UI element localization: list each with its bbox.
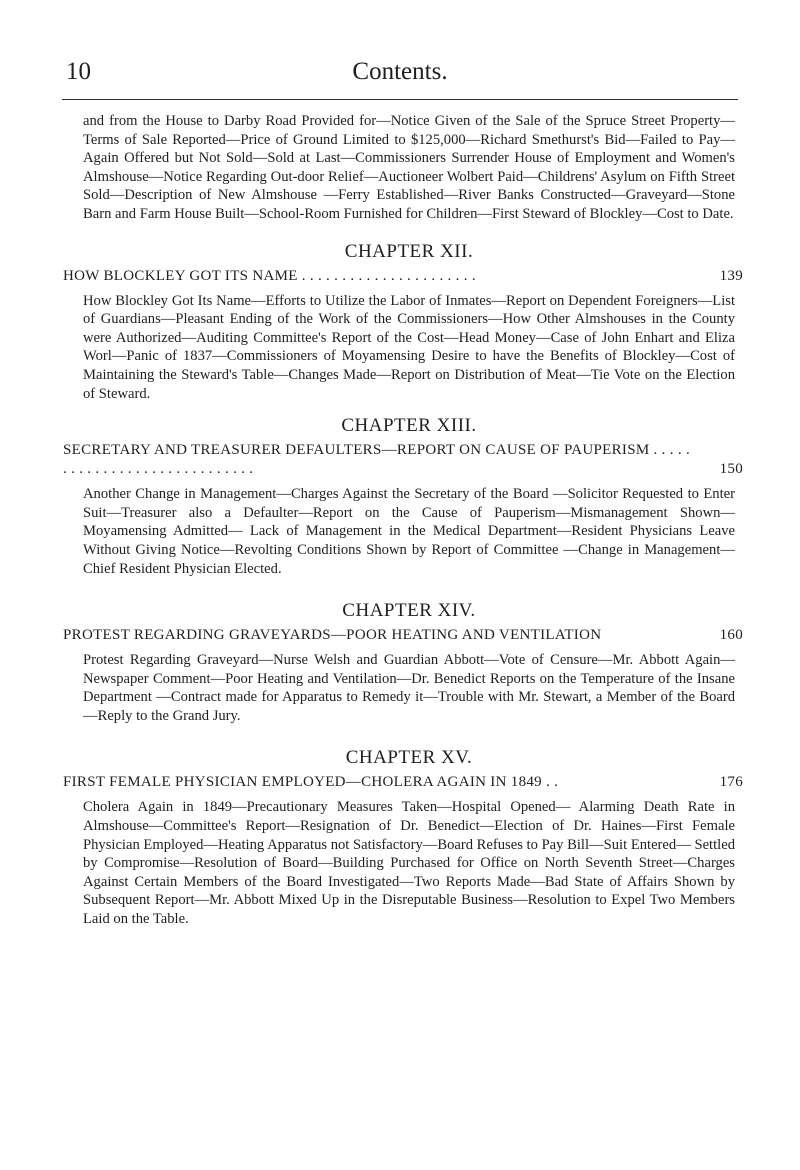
chapter-page-number: 176 [719,774,743,791]
chapter-heading: CHAPTER XV. [345,747,473,769]
chapter-summary: How Blockley Got Its Name—Efforts to Utilize the Labor of Inmates—Report on Dependent Foreigners—List of Guardians—Pleasant Ending of the Work of the Commissioners—How Other Almshouses in the County were Authorized—Auditing Committee's Report of the Cost—Head Money—Case of John Enhart and Eliza Worl—Panic of 1837—Commissioners of Moyamensing Desire to have the Benefits of Blockley—Cost of Maintaining the Steward's Table—Changes Made—Report on Distribution of Meat—Tie Vote on the Election of Steward. [83,292,735,402]
chapter-page-number: 150 [719,461,743,478]
chapter-title: FIRST FEMALE PHYSICIAN EMPLOYED—CHOLERA AGAIN IN 1849 . . [63,774,559,791]
chapter-summary: Cholera Again in 1849—Precautionary Measures Taken—Hospital Opened— Alarming Death Rate in Almshouse—Committee's Report—Resignation of Dr. Benedict—Election of Dr. Haines—First Female Physician Employed—Heating Apparatus not Satisfactory—Board Refuses to Pay Bill—Suit Entered— Settled by Compromise—Resolution of Board—Building Purchased for Office on North Seventh Street—Charges Against Certain Members of the Board Investigated—Two Reports Made—Bad State of Affairs Shown by Subsequent Report—Mr. Abbott Mixed Up in the Disreputable Business—Resolution to Expel Two Members Laid on the Table. [83,799,735,928]
running-head [0,58,800,88]
chapter-title-row [63,441,743,479]
intro-paragraph: and from the House to Darby Road Provided for—Notice Given of the Sale of the Spruce Street Property—Terms of Sale Reported—Price of Ground Limited to $125,000—Richard Smethurst's Bid—Failed to Pay—Again Offered but Not Sold—Sold at Last—Commissioners Surrender House of Employment and Women's Almshouse—Notice Regarding Out-door Relief—Auctioneer Wolbert Paid—Childrens' Asylum on Fifth Street Sold—Description of New Almshouse —Ferry Established—River Banks Constructed—Graveyard—Stone Barn and Farm House Built—School-Room Furnished for Children—First Steward of Blockley—Cost to Date. [83,113,735,222]
chapter-page-number: 160 [719,627,743,644]
chapter-summary: Protest Regarding Graveyard—Nurse Welsh and Guardian Abbott—Vote of Censure—Mr. Abbott Again—Newspaper Comment—Poor Heating and Ventilation—Dr. Benedict Reports on the Temperature of the Insane Department —Contract made for Apparatus to Remedy it—Trouble with Mr. Stewart, a Member of the Board—Reply to the Grand Jury. [83,652,735,724]
chapter-12 [63,240,743,404]
header-rule [62,99,738,100]
chapter-15 [63,747,743,928]
chapter-heading: CHAPTER XIII. [341,415,477,437]
chapter-title: PROTEST REGARDING GRAVEYARDS—POOR HEATING AND VENTILATION [63,627,602,644]
chapter-title: SECRETARY AND TREASURER DEFAULTERS—REPORT ON CAUSE OF PAUPERISM . . . . . . . . . . . . . . . . . . . . . . . . . . . . . [63,442,690,478]
page-number: 10 [66,58,91,85]
chapter-heading: CHAPTER XIV. [342,600,476,622]
running-title: Contents. [352,58,448,85]
chapter-title-row [63,267,743,286]
chapter-14 [63,600,743,725]
chapter-title-row [63,773,743,792]
chapter-summary: Another Change in Management—Charges Against the Secretary of the Board —Solicitor Requested to Enter Suit—Treasurer also a Defaulter—Report on the Cause of Pauperism—Mismanagement Shown—Moyamensing Admitted— Lack of Management in the Medical Department—Resident Physicians Leave Without Giving Notice—Revolting Conditions Shown by Report of Committee —Change in Management—Chief Resident Physician Elected. [83,486,735,577]
chapter-13 [63,415,743,578]
chapter-page-number: 139 [719,267,743,284]
chapter-title-row [63,626,743,645]
chapter-title: HOW BLOCKLEY GOT ITS NAME . . . . . . . . . . . . . . . . . . . . . . [63,267,476,284]
chapter-heading: CHAPTER XII. [344,240,474,262]
contents-body [63,112,743,929]
